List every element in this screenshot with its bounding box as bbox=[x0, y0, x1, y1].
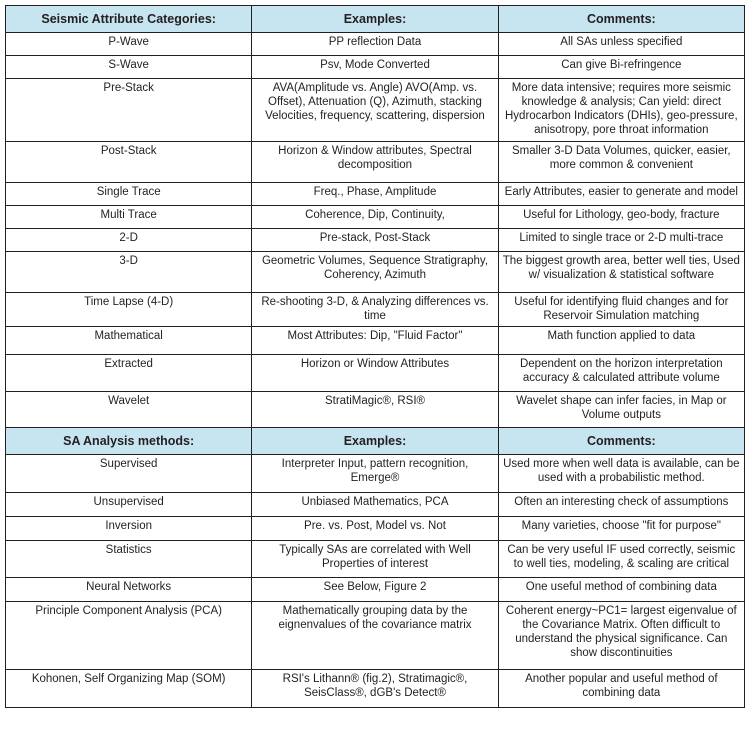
column-header-examples: Examples: bbox=[252, 428, 498, 455]
category-cell: Pre-Stack bbox=[6, 79, 252, 142]
comments-cell: Many varieties, choose "fit for purpose" bbox=[498, 517, 744, 541]
category-cell: 3-D bbox=[6, 252, 252, 293]
comments-cell: One useful method of combining data bbox=[498, 578, 744, 602]
comments-cell: Wavelet shape can infer facies, in Map or Volume outputs bbox=[498, 392, 744, 428]
table-row bbox=[6, 79, 745, 142]
category-cell: Statistics bbox=[6, 541, 252, 578]
category-cell: Multi Trace bbox=[6, 206, 252, 229]
examples-cell: RSI's Lithann® (fig.2), Stratimagic®, SeisClass®, dGB's Detect® bbox=[252, 670, 498, 708]
category-cell: Supervised bbox=[6, 455, 252, 493]
examples-cell: Typically SAs are correlated with Well Properties of interest bbox=[252, 541, 498, 578]
comments-cell: Math function applied to data bbox=[498, 327, 744, 355]
category-cell: Principle Component Analysis (PCA) bbox=[6, 602, 252, 670]
examples-cell: Mathematically grouping data by the eignenvalues of the covariance matrix bbox=[252, 602, 498, 670]
comments-cell: Early Attributes, easier to generate and model bbox=[498, 183, 744, 206]
examples-cell: Pre-stack, Post-Stack bbox=[252, 229, 498, 252]
category-cell: Neural Networks bbox=[6, 578, 252, 602]
examples-cell: Horizon & Window attributes, Spectral decomposition bbox=[252, 142, 498, 183]
examples-cell: Psv, Mode Converted bbox=[252, 56, 498, 79]
column-header-examples: Examples: bbox=[252, 6, 498, 33]
table-row bbox=[6, 56, 745, 79]
comments-cell: Often an interesting check of assumptions bbox=[498, 493, 744, 517]
category-cell: Inversion bbox=[6, 517, 252, 541]
table-container bbox=[5, 5, 745, 708]
table-row bbox=[6, 183, 745, 206]
examples-cell: Coherence, Dip, Continuity, bbox=[252, 206, 498, 229]
category-cell: Time Lapse (4-D) bbox=[6, 293, 252, 327]
column-header-comments: Comments: bbox=[498, 6, 744, 33]
table-row bbox=[6, 327, 745, 355]
category-cell: Unsupervised bbox=[6, 493, 252, 517]
comments-cell: More data intensive; requires more seismic knowledge & analysis; Can yield: direct Hydrocarbon Indicators (DHIs), geo-pressure, anisotropy, pore throat information bbox=[498, 79, 744, 142]
examples-cell: Geometric Volumes, Sequence Stratigraphy, Coherency, Azimuth bbox=[252, 252, 498, 293]
comments-cell: The biggest growth area, better well ties, Used w/ visualization & statistical software bbox=[498, 252, 744, 293]
examples-cell: Freq., Phase, Amplitude bbox=[252, 183, 498, 206]
category-cell: Wavelet bbox=[6, 392, 252, 428]
table-row bbox=[6, 392, 745, 428]
comments-cell: Can give Bi-refringence bbox=[498, 56, 744, 79]
examples-cell: Horizon or Window Attributes bbox=[252, 355, 498, 392]
comments-cell: Used more when well data is available, can be used with a probabilistic method. bbox=[498, 455, 744, 493]
comments-cell: Limited to single trace or 2-D multi-trace bbox=[498, 229, 744, 252]
column-header-category: Seismic Attribute Categories: bbox=[6, 6, 252, 33]
examples-cell: PP reflection Data bbox=[252, 33, 498, 56]
examples-cell: Re-shooting 3-D, & Analyzing differences vs. time bbox=[252, 293, 498, 327]
examples-cell: See Below, Figure 2 bbox=[252, 578, 498, 602]
table-row bbox=[6, 229, 745, 252]
table-row bbox=[6, 602, 745, 670]
category-cell: Extracted bbox=[6, 355, 252, 392]
table-row bbox=[6, 541, 745, 578]
comments-cell: Smaller 3-D Data Volumes, quicker, easier, more common & convenient bbox=[498, 142, 744, 183]
category-cell: Mathematical bbox=[6, 327, 252, 355]
category-cell: Single Trace bbox=[6, 183, 252, 206]
table-row bbox=[6, 578, 745, 602]
table-row bbox=[6, 293, 745, 327]
comments-cell: Useful for identifying fluid changes and for Reservoir Simulation matching bbox=[498, 293, 744, 327]
comments-cell: All SAs unless specified bbox=[498, 33, 744, 56]
category-cell: P-Wave bbox=[6, 33, 252, 56]
table-row bbox=[6, 33, 745, 56]
examples-cell: Interpreter Input, pattern recognition, Emerge® bbox=[252, 455, 498, 493]
table-row bbox=[6, 206, 745, 229]
table-row bbox=[6, 517, 745, 541]
table-row bbox=[6, 355, 745, 392]
column-header-comments: Comments: bbox=[498, 428, 744, 455]
section-header-row bbox=[6, 6, 745, 33]
comments-cell: Useful for Lithology, geo-body, fracture bbox=[498, 206, 744, 229]
comments-cell: Coherent energy~PC1= largest eigenvalue of the Covariance Matrix. Often difficult to understand the physical significance. Can show discontinuities bbox=[498, 602, 744, 670]
table-row bbox=[6, 493, 745, 517]
examples-cell: Most Attributes: Dip, "Fluid Factor" bbox=[252, 327, 498, 355]
comments-cell: Another popular and useful method of combining data bbox=[498, 670, 744, 708]
seismic-attribute-table bbox=[5, 5, 745, 708]
category-cell: 2-D bbox=[6, 229, 252, 252]
table-row bbox=[6, 142, 745, 183]
category-cell: Kohonen, Self Organizing Map (SOM) bbox=[6, 670, 252, 708]
category-cell: S-Wave bbox=[6, 56, 252, 79]
table-row bbox=[6, 252, 745, 293]
comments-cell: Dependent on the horizon interpretation accuracy & calculated attribute volume bbox=[498, 355, 744, 392]
column-header-category: SA Analysis methods: bbox=[6, 428, 252, 455]
table-row bbox=[6, 670, 745, 708]
section-header-row bbox=[6, 428, 745, 455]
examples-cell: Unbiased Mathematics, PCA bbox=[252, 493, 498, 517]
comments-cell: Can be very useful IF used correctly, seismic to well ties, modeling, & scaling are critical bbox=[498, 541, 744, 578]
examples-cell: StratiMagic®, RSI® bbox=[252, 392, 498, 428]
category-cell: Post-Stack bbox=[6, 142, 252, 183]
table-row bbox=[6, 455, 745, 493]
examples-cell: AVA(Amplitude vs. Angle) AVO(Amp. vs. Offset), Attenuation (Q), Azimuth, stacking Velocities, frequency, scattering, dispersion bbox=[252, 79, 498, 142]
examples-cell: Pre. vs. Post, Model vs. Not bbox=[252, 517, 498, 541]
